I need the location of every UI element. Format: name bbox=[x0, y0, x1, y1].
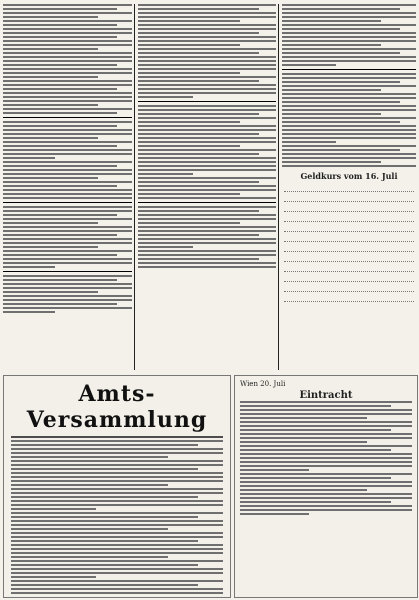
rate-row bbox=[284, 293, 414, 302]
advertisement-amts-versammlung bbox=[3, 375, 231, 598]
rate-row bbox=[284, 193, 414, 202]
ad2-heading: Eintracht bbox=[299, 390, 353, 401]
column-3 bbox=[282, 4, 416, 303]
section-rule bbox=[138, 101, 276, 102]
rates-table bbox=[282, 171, 416, 302]
rate-row bbox=[284, 243, 414, 252]
rate-row bbox=[284, 223, 414, 232]
ad-title: Amts-Versammlung bbox=[26, 381, 208, 433]
text-block bbox=[138, 4, 276, 98]
section-rule bbox=[138, 202, 276, 203]
text-block bbox=[3, 206, 132, 268]
text-block bbox=[282, 4, 416, 66]
rate-row bbox=[284, 213, 414, 222]
column-2 bbox=[138, 4, 276, 270]
column-divider-2 bbox=[278, 4, 279, 370]
rate-row bbox=[284, 233, 414, 242]
ad2-body bbox=[235, 401, 417, 515]
section-rule bbox=[282, 69, 416, 70]
text-block bbox=[138, 105, 276, 199]
rate-row bbox=[284, 273, 414, 282]
rate-row bbox=[284, 283, 414, 292]
rate-row bbox=[284, 253, 414, 262]
section-rule bbox=[3, 202, 132, 203]
section-rule bbox=[3, 271, 132, 272]
rates-heading: Geldkurs vom 16. Juli bbox=[300, 171, 398, 181]
column-1 bbox=[3, 4, 132, 315]
ad2-date: Wien 20. Juli bbox=[240, 380, 286, 388]
rate-row bbox=[284, 183, 414, 192]
ad-body bbox=[4, 436, 230, 594]
column-divider-1 bbox=[134, 4, 135, 370]
rate-row bbox=[284, 203, 414, 212]
rate-row bbox=[284, 263, 414, 272]
text-block bbox=[3, 275, 132, 313]
advertisement-eintracht bbox=[234, 375, 418, 598]
text-block bbox=[282, 73, 416, 167]
section-rule bbox=[3, 117, 132, 118]
text-block bbox=[3, 4, 132, 114]
text-block bbox=[138, 206, 276, 268]
text-block bbox=[3, 121, 132, 199]
